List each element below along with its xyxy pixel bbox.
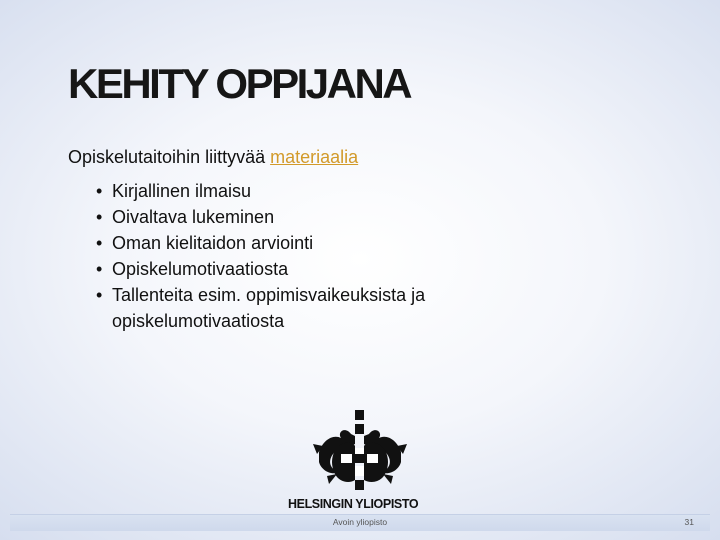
bullet-item-oivaltava: • Oivaltava lukeminen xyxy=(92,204,512,230)
intro-text: Opiskelutaitoihin liittyvää xyxy=(68,147,271,167)
bullet-list xyxy=(92,178,512,334)
footer-organization: Avoin yliopisto xyxy=(332,517,388,527)
helsinki-university-flame-cross-icon xyxy=(305,410,415,490)
bullet-item-kielitaito: • Oman kielitaidon arviointi xyxy=(92,230,512,256)
bullet-item-kirjallinen: • Kirjallinen ilmaisu xyxy=(92,178,512,204)
university-logo-text: HELSINGIN YLIOPISTO xyxy=(288,497,419,511)
materiaalia-link[interactable]: materiaalia xyxy=(270,147,359,167)
intro-line xyxy=(68,147,358,168)
bullet-item-motivaatio: • Opiskelumotivaatiosta xyxy=(92,256,512,282)
page-number: 31 xyxy=(684,517,694,527)
slide-title: KEHITY OPPIJANA xyxy=(68,60,411,107)
bullet-item-tallenteita: • Tallenteita esim. oppimisvaikeuksista ja opiskelumotivaatiosta xyxy=(92,282,512,334)
